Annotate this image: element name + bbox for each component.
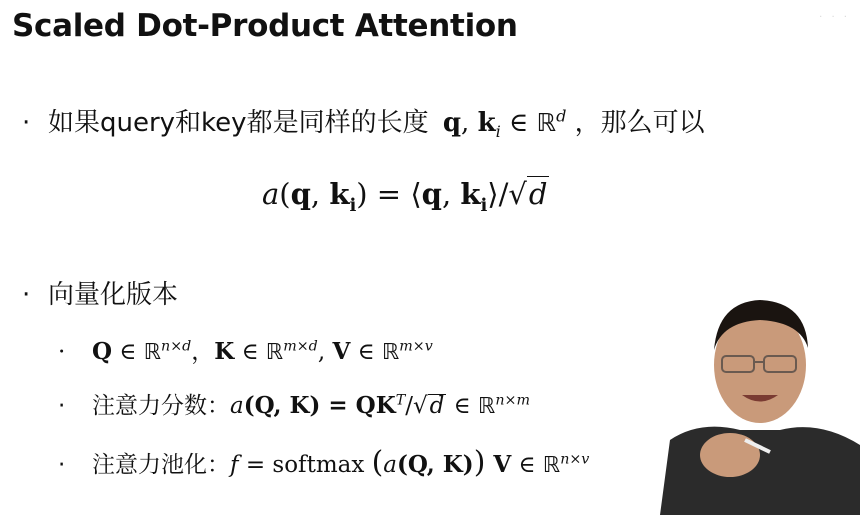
sub-bullet-attention-score bbox=[58, 394, 530, 418]
index-i: i bbox=[349, 194, 357, 216]
bullet-vectorized-label: 向量化版本 bbox=[48, 280, 179, 310]
reals-symbol: ℝ bbox=[265, 340, 284, 365]
attention-formula bbox=[262, 176, 549, 216]
element-of: ∈ bbox=[234, 339, 266, 365]
divide: / bbox=[405, 393, 413, 419]
V-matrix: V bbox=[332, 338, 351, 365]
sqrt-symbol: √ bbox=[508, 177, 527, 211]
dim-d: d bbox=[556, 106, 567, 126]
hand bbox=[700, 433, 760, 477]
bullet-dot: · bbox=[22, 108, 31, 138]
score-expression: (Q, K) = QK bbox=[243, 392, 396, 419]
reals-symbol: ℝ bbox=[478, 394, 496, 419]
bullet-dot: · bbox=[58, 339, 66, 365]
presenter-video bbox=[660, 270, 860, 515]
attention-pooling-label: 注意力池化： bbox=[92, 452, 230, 478]
score-args: (Q, K) bbox=[397, 451, 474, 478]
bullet-same-length-prefix: 如果query和key都是同样的长度 bbox=[48, 108, 429, 138]
bullet-same-length bbox=[22, 106, 705, 142]
angle-close-div: ⟩/ bbox=[487, 177, 509, 211]
big-paren-close: ) bbox=[473, 445, 486, 480]
reals-symbol: ℝ bbox=[143, 340, 162, 365]
func-a: a bbox=[383, 452, 398, 478]
separator: ， bbox=[191, 339, 215, 365]
watermark: · · · bbox=[819, 12, 850, 23]
attention-score-label: 注意力分数： bbox=[92, 393, 230, 419]
func-a: a bbox=[262, 177, 280, 211]
sub-bullet-shapes bbox=[58, 340, 433, 364]
sqrt-d bbox=[413, 394, 446, 418]
presenter-figure bbox=[660, 270, 860, 515]
V-matrix: V bbox=[485, 451, 512, 478]
K-matrix: K bbox=[214, 338, 235, 365]
equals-angle: = ⟨ bbox=[367, 177, 422, 211]
transpose-T: T bbox=[395, 392, 406, 409]
slide-title: Scaled Dot-Product Attention bbox=[12, 8, 518, 44]
shape-mxv: m×v bbox=[399, 338, 433, 355]
index-i: i bbox=[495, 122, 501, 142]
reals-symbol: ℝ bbox=[542, 453, 561, 478]
comma: , bbox=[441, 177, 461, 211]
element-of: ∈ bbox=[446, 393, 479, 419]
q-vector: q bbox=[421, 177, 442, 211]
comma: , bbox=[461, 108, 470, 138]
func-f: f bbox=[230, 452, 239, 478]
sqrt-symbol: √ bbox=[412, 393, 428, 419]
element-of: ∈ bbox=[511, 452, 543, 478]
softmax-text: = softmax bbox=[238, 452, 372, 478]
bullet-vectorized bbox=[22, 282, 178, 308]
shape-nxd: n×d bbox=[161, 338, 192, 355]
k-vector: k bbox=[460, 177, 481, 211]
reals-symbol: ℝ bbox=[536, 108, 557, 137]
func-a: a bbox=[230, 393, 244, 419]
paren-close: ) bbox=[356, 177, 368, 211]
dim-d: d bbox=[528, 177, 548, 211]
element-of: ∈ bbox=[350, 339, 382, 365]
q-vector: q bbox=[290, 177, 311, 211]
element-of: ∈ bbox=[112, 339, 144, 365]
shape-nxm: n×m bbox=[495, 392, 530, 409]
shape-mxd: m×d bbox=[283, 338, 318, 355]
bullet-dot: · bbox=[58, 393, 66, 419]
sqrt-d bbox=[508, 176, 549, 211]
element-of: ∈ bbox=[509, 108, 529, 138]
sub-bullet-attention-pooling bbox=[58, 445, 590, 480]
bullet-same-length-suffix: ，那么可以 bbox=[574, 108, 705, 138]
reals-symbol: ℝ bbox=[381, 340, 400, 365]
bullet-dot: · bbox=[22, 280, 31, 310]
index-i: i bbox=[480, 194, 488, 216]
shirt bbox=[660, 427, 860, 515]
q-vector: q bbox=[442, 108, 462, 138]
dim-d: d bbox=[429, 393, 445, 419]
bullet-dot: · bbox=[58, 452, 66, 478]
shape-nxv: n×v bbox=[560, 451, 590, 468]
paren-open: ( bbox=[279, 177, 291, 211]
k-vector: k bbox=[477, 108, 496, 138]
Q-matrix: Q bbox=[92, 338, 113, 365]
big-paren-open: ( bbox=[371, 445, 384, 480]
separator: , bbox=[317, 339, 333, 365]
comma: , bbox=[310, 177, 330, 211]
k-vector: k bbox=[329, 177, 350, 211]
